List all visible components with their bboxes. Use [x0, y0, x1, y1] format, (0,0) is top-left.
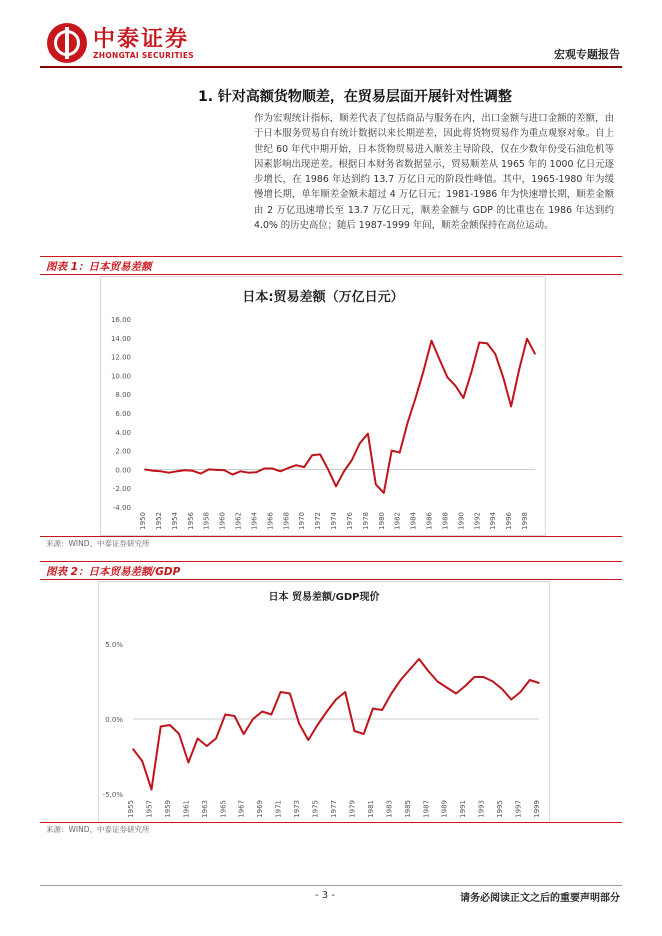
chart1-data-point [208, 469, 210, 471]
chart2-x-tick-label: 1995 [496, 800, 505, 818]
chart2-x-tick-label: 1993 [477, 800, 486, 818]
chart1-data-point [423, 370, 425, 372]
chart1-y-tick-label: 10.00 [110, 372, 131, 381]
chart2-data-point [308, 739, 310, 741]
chart2-x-tick-label: 1969 [256, 800, 265, 818]
figure1-label-rule [40, 274, 622, 275]
chart1-data-point [144, 469, 146, 471]
figure1-bottom-rule [40, 536, 622, 537]
chart1-data-point [407, 422, 409, 424]
chart1-x-tick-label: 1976 [345, 512, 354, 530]
logo-emblem-icon [47, 23, 87, 63]
chart2-data-point [252, 718, 254, 720]
chart1-y-tick-label: 8.00 [115, 391, 131, 400]
chart1-y-tick-label: 14.00 [110, 334, 131, 343]
chart2-x-tick-label: 1957 [145, 800, 154, 818]
chart1-data-point [502, 376, 504, 378]
chart1-x-tick-label: 1994 [489, 512, 498, 530]
chart2-x-tick-label: 1967 [237, 800, 246, 818]
chart2-data-point [151, 789, 153, 791]
chart1-data-point [200, 473, 202, 475]
chart2-y-tick-label: 5.0% [105, 641, 123, 649]
chart1-x-tick-label: 1988 [441, 512, 450, 530]
chart2-x-tick-label: 1987 [422, 800, 431, 818]
header-divider [40, 66, 622, 68]
chart1-data-point [375, 484, 377, 486]
chart1-data-point [351, 459, 353, 461]
chart1-data-point [256, 471, 258, 473]
chart2-data-point [289, 693, 291, 695]
report-type: 宏观专题报告 [554, 48, 620, 61]
chart2-data-point [427, 670, 429, 672]
chart2-data-point [455, 693, 457, 695]
chart1-data-point [311, 455, 313, 457]
chart1-data-point [478, 342, 480, 344]
chart2-x-tick-label: 1981 [366, 800, 375, 818]
chart2-x-tick-label: 1999 [533, 800, 541, 818]
chart2-data-point [178, 733, 180, 735]
chart1-y-tick-label: 12.00 [110, 353, 131, 362]
chart2-data-point [141, 760, 143, 762]
chart1-data-point [168, 472, 170, 474]
chart2-data-point [354, 730, 356, 732]
chart1-y-tick-label: 16.00 [110, 316, 131, 324]
chart2-x-tick-label: 1997 [514, 800, 523, 818]
chart1-data-point [224, 470, 226, 472]
chart2-data-point [464, 685, 466, 687]
chart2-x-tick-label: 1973 [293, 800, 302, 818]
chart2-y-tick-label: -5.0% [102, 791, 123, 799]
chart1-x-tick-label: 1958 [202, 512, 211, 530]
chart2-data-point [529, 679, 531, 681]
chart1-y-tick-label: 4.00 [115, 428, 131, 437]
chart1-data-point [391, 450, 393, 452]
chart2-data-point [400, 679, 402, 681]
chart1-x-tick-label: 1966 [266, 512, 275, 530]
figure1-label: 图表 1：日本贸易差额 [46, 261, 152, 273]
chart1-x-tick-label: 1978 [361, 512, 370, 530]
chart2-data-point [391, 693, 393, 695]
chart1-data-point [176, 470, 178, 472]
section-body-text: 作为宏观统计指标，顺差代表了包括商品与服务在内，出口金额与进口金额的差额，由于日本服务贸易自有统计数据以来长期逆差，因此将货物贸易作为重点观察对象。自上世纪 60 年代中期开始，日本货物贸易进入顺差主导阶段，仅在少数年份受石油危机等因素影响出现逆差。根据日本财务省数据显示，贸易顺差从 1965 年的 1000 亿日元逐步增长，在 1986 年达到约 13.7 万亿日元的阶段性峰值。其中，1965-1980 年为缓慢增长期，单年顺差金额未超过 4 万亿日元；1981-1986 年为快速增长期，顺差金额由 2 万亿迅速增长至 13.7 万亿日元，顺差金额与 GDP 的比重也在 1986 年达到约 4.0% 的历史高位；随后 1987-1999 年间，顺差金额保持在高位运动。 [254, 113, 614, 232]
chart1-y-tick-label: 0.00 [115, 466, 131, 475]
chart2-data-point [511, 699, 513, 701]
chart1-data-point [216, 469, 218, 471]
chart1-data-point [335, 486, 337, 488]
chart1-data-point [463, 397, 465, 399]
chart1-x-tick-label: 1982 [393, 512, 402, 530]
chart1-data-point [264, 468, 266, 470]
figure2-label-rule [40, 579, 622, 580]
chart2-data-point [317, 724, 319, 726]
chart2-x-tick-label: 1979 [348, 800, 357, 818]
chart2-data-point [197, 738, 199, 740]
chart2-data-point [381, 709, 383, 711]
chart2-data-point [224, 714, 226, 716]
chart1-data-point [415, 397, 417, 399]
chart2-data-point [520, 691, 522, 693]
chart1-x-tick-label: 1984 [409, 512, 418, 530]
logo-chinese-name: 中泰证券 [93, 27, 190, 52]
chart1-x-tick-label: 1980 [377, 512, 386, 530]
chart1-y-tick-label: -4.00 [112, 504, 131, 512]
chart2-x-tick-label: 1975 [311, 800, 320, 818]
chart2-data-point [261, 711, 263, 713]
footer-divider [40, 885, 622, 886]
chart1-data-point [383, 492, 385, 494]
chart2-data-point [492, 681, 494, 683]
chart2-data-point [215, 738, 217, 740]
chart1-data-point [248, 472, 250, 474]
chart2-data-point [188, 762, 190, 764]
chart2-data-point [280, 691, 282, 693]
figure2-source: 来源：WIND、中泰证券研究所 [46, 825, 150, 834]
chart2-data-point [335, 699, 337, 701]
chart2-title: 日本 贸易差额/GDP现价 [268, 592, 380, 603]
chart2-x-tick-label: 1961 [182, 800, 191, 818]
chart2-data-point [298, 723, 300, 725]
chart2-data-point [169, 724, 171, 726]
chart2-x-tick-label: 1965 [219, 800, 228, 818]
chart1-x-tick-label: 1960 [218, 512, 227, 530]
chart2-data-point [538, 682, 540, 684]
chart2-data-point [160, 726, 162, 728]
chart1-data-point [399, 452, 401, 454]
figure2-chart-svg [99, 582, 549, 822]
chart2-data-point [409, 669, 411, 671]
chart1-data-point [303, 466, 305, 468]
chart1-data-point [280, 470, 282, 472]
chart1-data-point [471, 372, 473, 374]
chart1-data-point [240, 470, 242, 472]
chart1-data-point [431, 340, 433, 342]
chart2-data-point [243, 733, 245, 735]
chart1-data-point [272, 468, 274, 470]
chart1-data-point [447, 376, 449, 378]
chart2-data-point [234, 715, 236, 717]
chart2-data-point [372, 708, 374, 710]
chart1-data-point [232, 474, 234, 476]
chart1-x-tick-label: 1964 [250, 512, 259, 530]
figure2-chart [98, 581, 550, 823]
chart1-data-point [455, 385, 457, 387]
chart1-title: 日本:贸易差额（万亿日元） [242, 290, 404, 305]
chart1-data-point [295, 464, 297, 466]
chart1-data-point [184, 470, 186, 472]
chart2-data-point [501, 688, 503, 690]
chart2-x-tick-label: 1985 [403, 800, 412, 818]
chart1-y-tick-label: 2.00 [115, 447, 131, 456]
figure1-top-rule [40, 256, 622, 257]
chart1-x-tick-label: 1996 [505, 512, 514, 530]
chart2-data-point [446, 687, 448, 689]
chart2-x-tick-label: 1959 [163, 800, 172, 818]
chart1-x-tick-label: 1992 [473, 512, 482, 530]
chart2-x-tick-label: 1989 [440, 800, 449, 818]
chart1-x-tick-label: 1952 [154, 512, 163, 530]
chart2-x-tick-label: 1971 [274, 800, 283, 818]
chart2-data-point [437, 681, 439, 683]
chart1-data-point [510, 406, 512, 408]
figure2-top-rule [40, 561, 622, 562]
figure1-source: 来源：WIND、中泰证券研究所 [46, 539, 150, 548]
chart2-data-point [206, 745, 208, 747]
figure1-chart-svg [101, 277, 545, 535]
chart1-data-point [319, 454, 321, 456]
chart1-data-point [534, 353, 536, 355]
chart1-data-point [359, 442, 361, 444]
chart1-data-point [192, 470, 194, 472]
chart2-x-tick-label: 1977 [330, 800, 338, 818]
chart1-data-point [494, 353, 496, 355]
chart2-x-tick-label: 1955 [127, 800, 135, 818]
chart2-x-tick-label: 1991 [459, 800, 468, 818]
page-number: - 3 - [315, 890, 335, 901]
chart1-x-tick-label: 1954 [170, 512, 179, 530]
chart2-data-point [483, 676, 485, 678]
chart1-data-point [160, 470, 162, 472]
chart1-data-point [486, 343, 488, 345]
chart2-data-point [344, 691, 346, 693]
section-title: 1. 针对高额货物顺差，在贸易层面开展针对性调整 [198, 89, 512, 105]
chart1-data-point [343, 470, 345, 472]
chart1-y-tick-label: 6.00 [115, 410, 131, 418]
chart1-x-tick-label: 1990 [457, 512, 466, 530]
chart1-x-tick-label: 1972 [314, 512, 323, 530]
chart2-x-tick-label: 1963 [200, 800, 209, 818]
figure2-label: 图表 2：日本贸易差额/GDP [46, 566, 181, 578]
footer-disclaimer: 请务必阅读正文之后的重要声明部分 [460, 893, 620, 904]
chart1-data-point [439, 359, 441, 361]
chart2-data-point [418, 658, 420, 660]
logo-english-name: ZHONGTAI SECURITIES [93, 51, 194, 60]
chart1-x-tick-label: 1968 [282, 512, 291, 530]
chart1-data-point [152, 470, 154, 472]
chart1-x-tick-label: 1970 [298, 512, 307, 530]
chart2-x-tick-label: 1983 [385, 800, 394, 818]
figure1-chart [100, 276, 546, 536]
chart2-series-line [133, 659, 539, 790]
chart1-data-point [327, 469, 329, 471]
chart1-data-point [518, 369, 520, 371]
chart2-data-point [271, 714, 273, 716]
chart1-data-point [526, 338, 528, 340]
chart1-x-tick-label: 1998 [521, 512, 530, 530]
chart1-x-tick-label: 1950 [139, 512, 147, 530]
chart2-data-point [326, 711, 328, 713]
chart2-data-point [474, 676, 476, 678]
chart1-x-tick-label: 1974 [330, 512, 339, 530]
chart2-y-tick-label: 0.0% [105, 716, 123, 724]
chart2-data-point [132, 748, 134, 750]
chart1-y-tick-label: -2.00 [112, 485, 131, 494]
chart2-data-point [363, 733, 365, 735]
chart1-x-tick-label: 1986 [425, 512, 434, 530]
figure2-bottom-rule [40, 822, 622, 823]
chart1-data-point [287, 467, 289, 469]
chart1-x-tick-label: 1962 [234, 512, 243, 530]
chart1-data-point [367, 433, 369, 435]
chart1-x-tick-label: 1956 [186, 512, 195, 530]
company-logo [47, 21, 207, 67]
